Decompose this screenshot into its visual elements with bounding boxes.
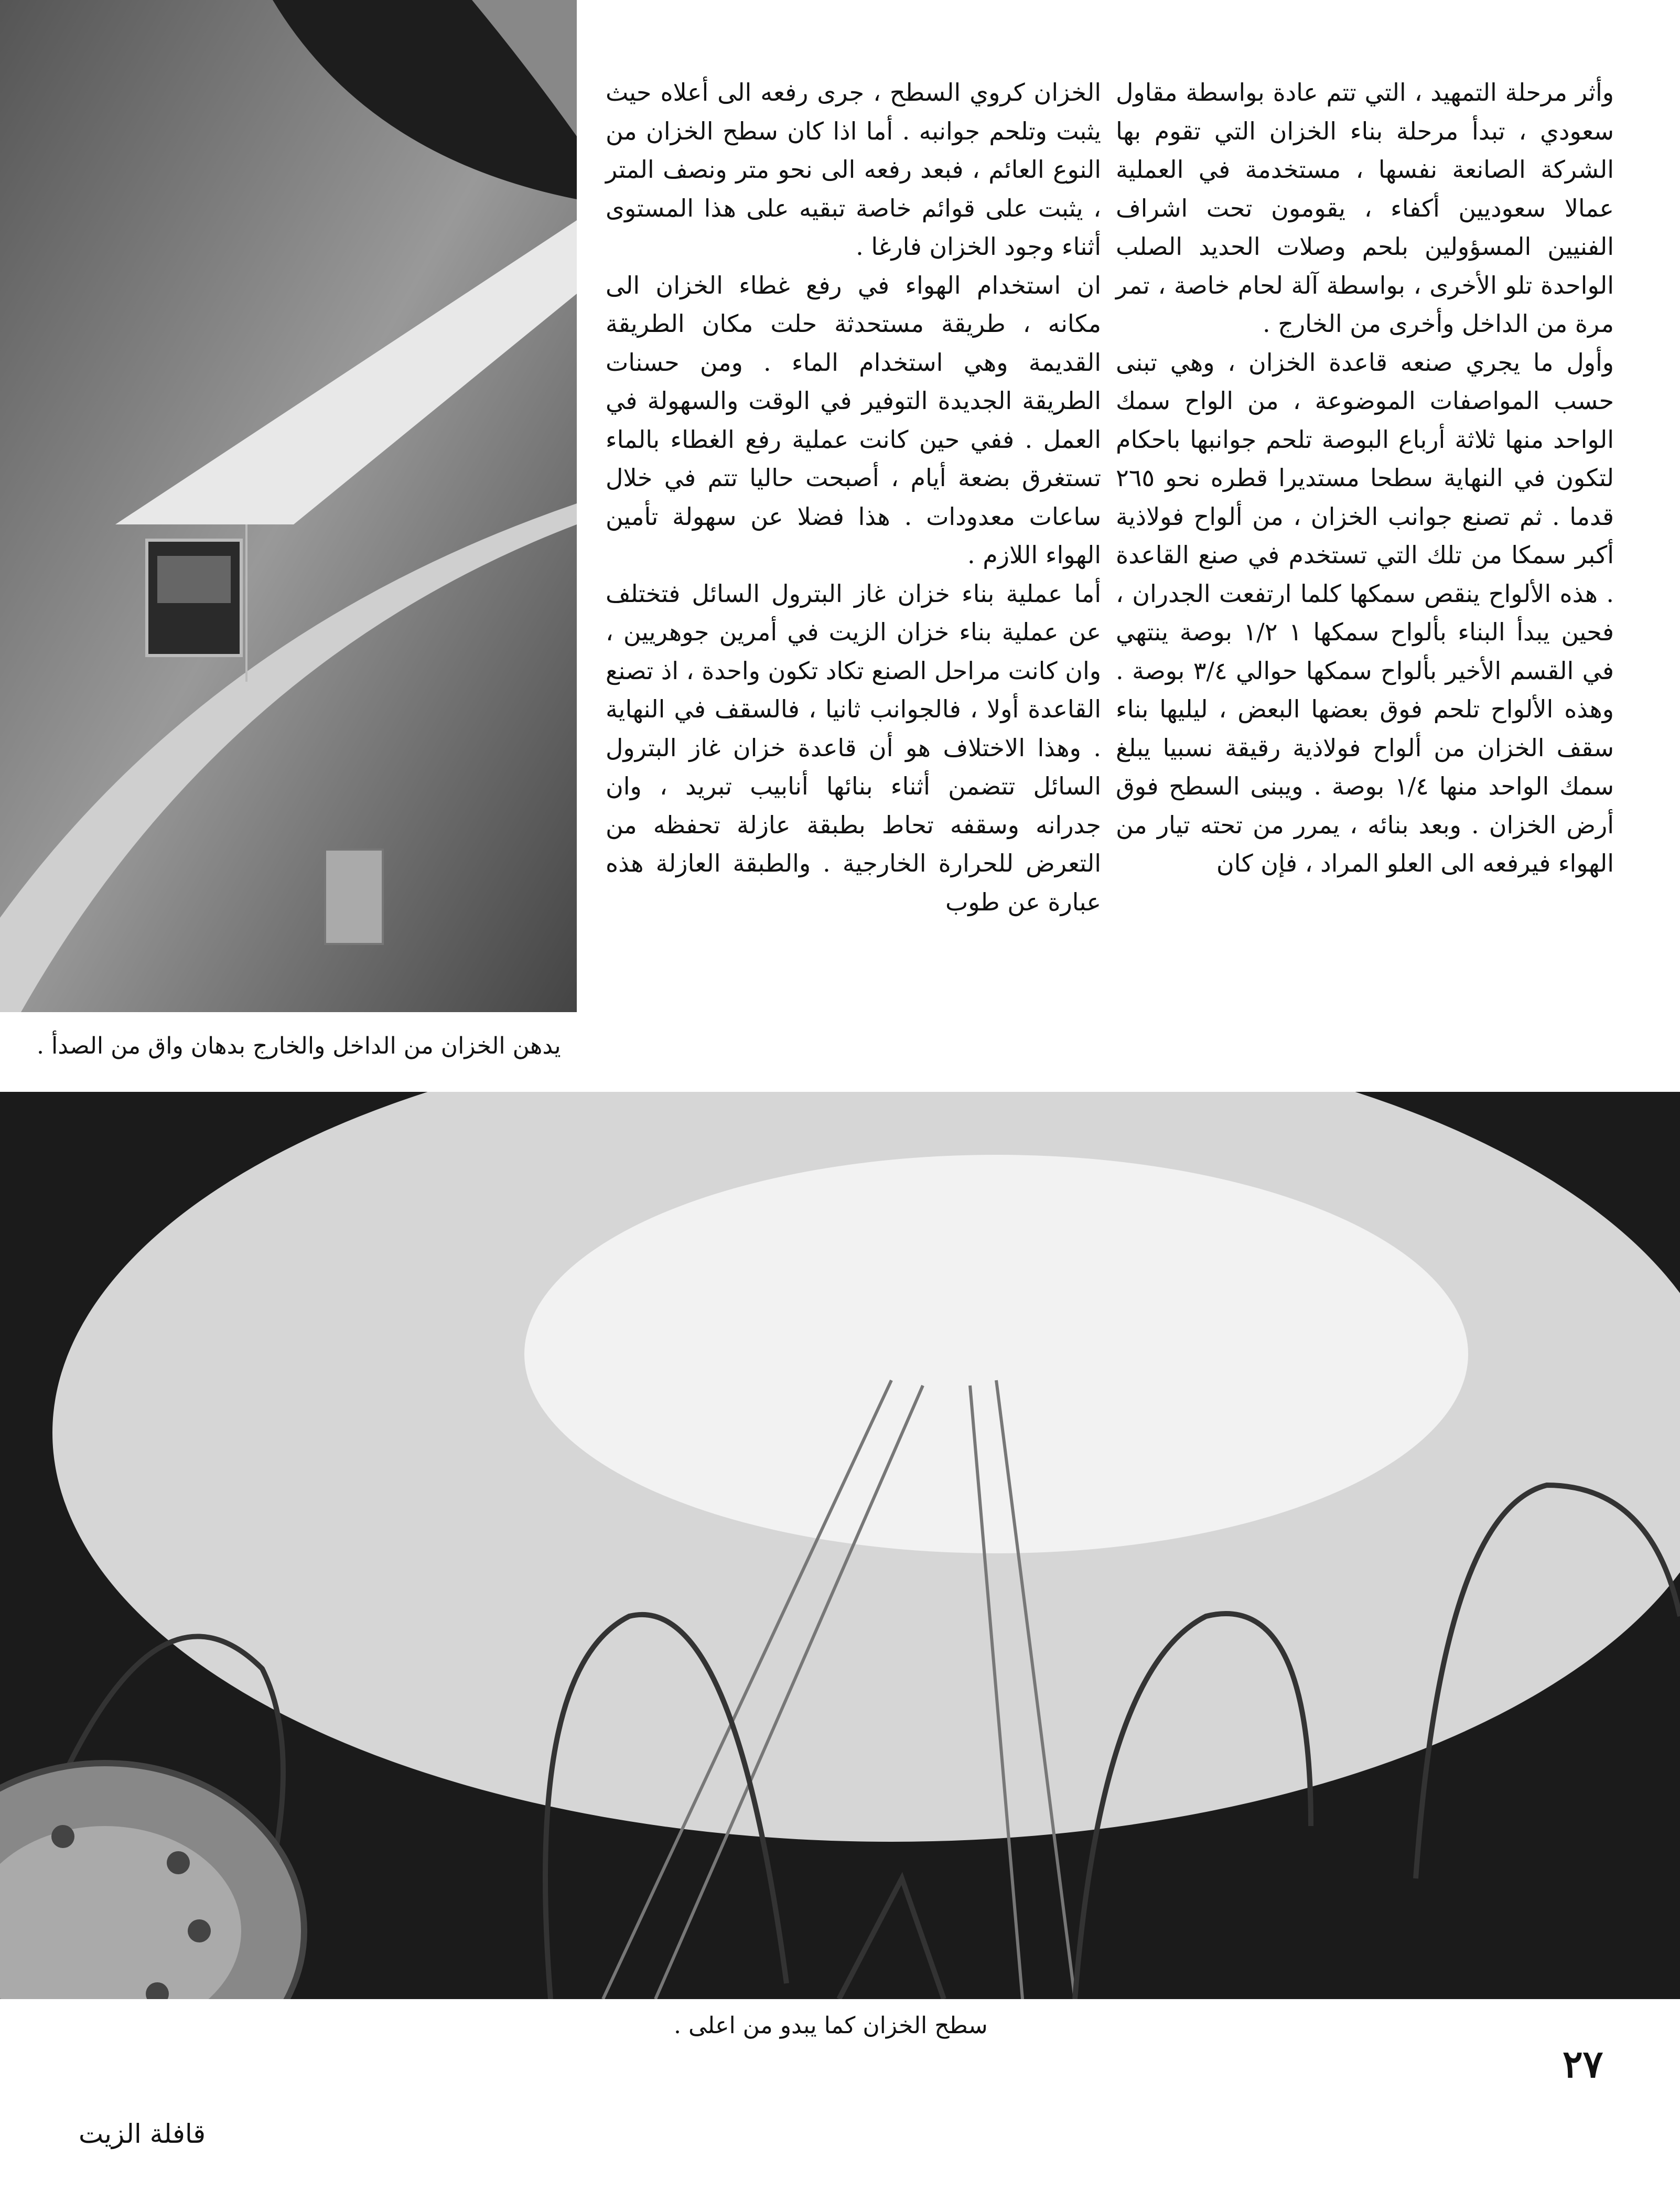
tank-roof-photo [0, 1092, 1680, 1999]
article-column-right: وأثر مرحلة التمهيد ، التي تتم عادة بواسطة مقاول سعودي ، تبدأ مرحلة بناء الخزان التي تقوم بها الشركة الصانعة نفسها ، مستخدمة في العملية عمالا سعوديين أكفاء ، يقومون تحت اشراف الفنيين المسؤولين بلحم وصلات الحديد الصلب الواحدة تلو الأخرى ، بواسطة آلة لحام خاصة ، تمر مرة من الداخل وأخرى من الخارج . وأول ما يجري صنعه قاعدة الخزان ، وهي تبنى حسب المواصفات الموضوعة ، من الواح سمك الواحد منها ثلاثة أرباع البوصة تلحم جوانبها باحكام لتكون في النهاية سطحا مستديرا قطره نحو ٢٦٥ قدما . ثم تصنع جوانب الخزان ، من ألواح فولاذية أكبر سمكا من تلك التي تستخدم في صنع القاعدة . هذه الألواح ينقص سمكها كلما ارتفعت الجدران ، فحين يبدأ البناء بألواح سمكها ١ ١/٢ بوصة ينتهي في القسم الأخير بألواح سمكها حوالي ٣/٤ بوصة . وهذه الألواح تلحم فوق بعضها البعض ، ليليها بناء سقف الخزان من ألواح فولاذية رقيقة نسبيا يبلغ سمك الواحد منها ١/٤ بوصة . ويبنى السطح فوق أرض الخزان . وبعد بنائه ، يمرر من تحته تيار من الهواء فيرفعه الى العلو المراد ، فإن كان [1116, 78, 1614, 877]
page-number: ٢٧ [1563, 2042, 1603, 2086]
tank-painting-illustration [0, 0, 577, 1012]
top-photo-caption: يدهن الخزان من الداخل والخارج بدهان واق من الصدأ . [37, 1033, 561, 1059]
magazine-name: قافلة الزيت [79, 2119, 206, 2149]
tank-painting-photo [0, 0, 577, 1012]
bottom-photo-caption: سطح الخزان كما يبدو من اعلى . [674, 2012, 988, 2039]
article-column-middle: الخزان كروي السطح ، جرى رفعه الى أعلاه حيث يثبت وتلحم جوانبه . أما اذا كان سطح الخزان من النوع العائم ، فبعد رفعه الى نحو متر ونصف المتر ، يثبت على قوائم خاصة تبقيه على هذا المستوى أثناء وجود الخزان فارغا . ان استخدام الهواء في رفع غطاء الخزان الى مكانه ، طريقة مستحدثة حلت مكان الطريقة القديمة وهي استخدام الماء . ومن حسنات الطريقة الجديدة التوفير في الوقت والسهولة في العمل . ففي حين كانت عملية رفع الغطاء بالماء تستغرق بضعة أيام ، أصبحت حاليا تتم في خلال ساعات معدودات . هذا فضلا عن سهولة تأمين الهواء اللازم . أما عملية بناء خزان غاز البترول السائل فتختلف عن عملية بناء خزان الزيت في أمرين جوهريين ، وان كانت مراحل الصنع تكاد تكون واحدة ، اذ تصنع القاعدة أولا ، فالجوانب ثانيا ، فالسقف في النهاية . وهذا الاختلاف هو أن قاعدة خزان غاز البترول السائل تتضمن أثناء بنائها أنابيب تبريد ، وان جدرانه وسقفه تحاط بطبقة عازلة تحفظه من التعرض للحرارة الخارجية . والطبقة العازلة هذه عبارة عن طوب [606, 78, 1101, 916]
tank-roof-illustration [0, 1092, 1680, 1999]
